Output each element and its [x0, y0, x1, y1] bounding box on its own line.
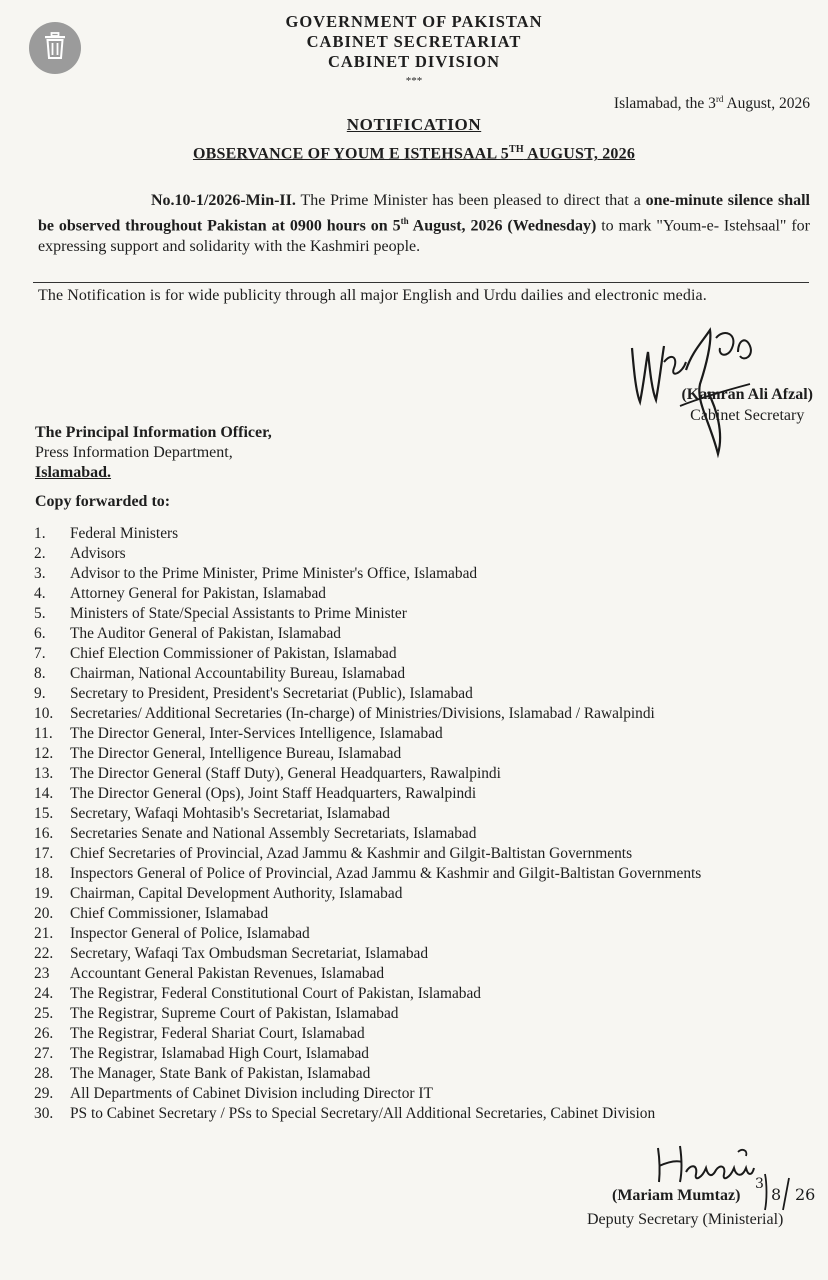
addressee-line-3: Islamabad. [35, 464, 112, 481]
list-item [34, 584, 824, 604]
list-item [34, 844, 824, 864]
notification-heading: NOTIFICATION [346, 115, 482, 134]
signatory-2-name: (Mariam Mumtaz) [612, 1187, 741, 1204]
list-item-text: Secretary, Wafaqi Tax Ombudsman Secretariat, Islamabad [70, 945, 429, 962]
signatory-1-name: (Kamran Ali Afzal) [681, 386, 813, 403]
list-item-text: Chief Commissioner, Islamabad [70, 905, 269, 922]
handwritten-date-year: 26 [795, 1185, 816, 1204]
list-item-number: 20. [34, 905, 54, 922]
notification-body [38, 190, 810, 257]
list-item-number: 15. [34, 805, 54, 822]
list-item [34, 804, 824, 824]
signatory-1 [681, 384, 813, 426]
list-item-text: Ministers of State/Special Assistants to Prime Minister [70, 605, 407, 622]
reference-number: No.10-1/2026-Min-II. [151, 192, 296, 209]
list-item [34, 964, 824, 984]
list-item-text: Federal Ministers [70, 525, 179, 542]
subject-after: AUGUST, 2026 [523, 145, 636, 163]
list-item-number: 1. [34, 525, 46, 542]
list-item [34, 904, 824, 924]
list-item-text: The Director General, Inter-Services Intelligence, Islamabad [70, 725, 443, 742]
date-ordinal: rd [715, 94, 724, 104]
list-item-text: Secretaries/ Additional Secretaries (In-charge) of Ministries/Divisions, Islamabad / Rawalpindi [70, 705, 655, 722]
list-item-text: Attorney General for Pakistan, Islamabad [70, 585, 326, 602]
list-item-text: All Departments of Cabinet Division including Director IT [70, 1085, 433, 1102]
list-item-number: 29. [34, 1085, 54, 1102]
list-item-text: Secretary to President, President's Secretariat (Public), Islamabad [70, 685, 473, 702]
addressee-line-2: Press Information Department, [35, 444, 233, 461]
list-item-number: 26. [34, 1025, 54, 1042]
signatory-1-title: Cabinet Secretary [690, 407, 805, 424]
list-item-text: Accountant General Pakistan Revenues, Islamabad [70, 965, 385, 982]
body-text-1: The Prime Minister has been pleased to direct that a [295, 192, 646, 209]
list-item-text: The Director General, Intelligence Bureau, Islamabad [70, 745, 402, 762]
list-item [34, 684, 824, 704]
subject-ordinal: TH [508, 144, 524, 155]
list-item-number: 12. [34, 745, 54, 762]
list-item-number: 8. [34, 665, 46, 682]
signatory-2-title: Deputy Secretary (Ministerial) [587, 1211, 784, 1228]
list-item-text: Chief Election Commissioner of Pakistan, Islamabad [70, 645, 397, 662]
list-item-text: Chief Secretaries of Provincial, Azad Jammu & Kashmir and Gilgit-Baltistan Governments [70, 845, 633, 862]
list-item [34, 924, 824, 944]
list-item-number: 19. [34, 885, 54, 902]
list-item-number: 13. [34, 765, 54, 782]
body-bold-2: August, 2026 (Wednesday) [408, 217, 597, 235]
handwritten-date-day: 3 [755, 1176, 764, 1192]
list-item-text: Chairman, Capital Development Authority, Islamabad [70, 885, 403, 902]
addressee-block [35, 423, 272, 483]
list-item [34, 864, 824, 884]
list-item-number: 30. [34, 1105, 54, 1122]
list-item-number: 16. [34, 825, 54, 842]
list-item-text: Inspector General of Police, Islamabad [70, 925, 310, 942]
letterhead-line-1: GOVERNMENT OF PAKISTAN [285, 12, 543, 31]
list-item [34, 1004, 824, 1024]
list-item-number: 9. [34, 685, 46, 702]
date-suffix: August, 2026 [723, 95, 810, 113]
list-item-number: 10. [34, 705, 54, 722]
list-item [34, 1104, 824, 1124]
list-item-text: Secretary, Wafaqi Mohtasib's Secretariat, Islamabad [70, 805, 390, 822]
list-item-text: Advisors [70, 545, 126, 562]
list-item-number: 28. [34, 1065, 54, 1082]
body-bold-1: one-minute silence shall be observed throughout Pakistan at 0900 hours on 5 [38, 192, 810, 235]
list-item-text: The Registrar, Islamabad High Court, Islamabad [70, 1045, 369, 1062]
letterhead-line-3: CABINET DIVISION [327, 52, 501, 71]
list-item-number: 21. [34, 925, 54, 942]
list-item [34, 1084, 824, 1104]
list-item-text: Advisor to the Prime Minister, Prime Minister's Office, Islamabad [70, 565, 478, 582]
list-item-text: Secretaries Senate and National Assembly Secretariats, Islamabad [70, 825, 477, 842]
list-item [34, 704, 824, 724]
list-item [34, 1064, 824, 1084]
list-item-number: 6. [34, 625, 46, 642]
list-item-number: 3. [34, 565, 46, 582]
list-item-number: 17. [34, 845, 54, 862]
list-item-text: PS to Cabinet Secretary / PSs to Special Secretary/All Additional Secretaries, Cabinet Division [70, 1105, 656, 1122]
list-item [34, 764, 824, 784]
list-item-number: 7. [34, 645, 46, 662]
body-text-2: to mark "Youm-e- Istehsaal" for expressing support and solidarity with the Kashmiri people. [38, 217, 811, 256]
body-ordinal: th [400, 216, 409, 226]
list-item [34, 624, 824, 644]
list-item [34, 944, 824, 964]
list-item [34, 784, 824, 804]
list-item-text: The Registrar, Supreme Court of Pakistan, Islamabad [70, 1005, 399, 1022]
list-item-number: 18. [34, 865, 54, 882]
date-prefix: Islamabad, the 3 [613, 95, 716, 113]
letterhead-stars: *** [405, 75, 423, 87]
list-item-text: The Auditor General of Pakistan, Islamabad [70, 625, 341, 642]
handwritten-date-month: 8 [771, 1185, 782, 1204]
list-item-text: The Registrar, Federal Constitutional Court of Pakistan, Islamabad [70, 985, 482, 1002]
list-item-text: The Registrar, Federal Shariat Court, Islamabad [70, 1025, 365, 1042]
list-item [34, 644, 824, 664]
list-item-number: 5. [34, 605, 46, 622]
list-item-number: 25. [34, 1005, 54, 1022]
subject-line [0, 144, 828, 163]
letterhead [0, 12, 828, 87]
list-item [34, 984, 824, 1004]
copy-forwarded-list [34, 524, 824, 1124]
list-item [34, 724, 824, 744]
list-item [34, 544, 824, 564]
copy-forwarded-heading: Copy forwarded to: [35, 493, 171, 510]
list-item [34, 664, 824, 684]
list-item-text: The Director General (Ops), Joint Staff Headquarters, Rawalpindi [70, 785, 477, 802]
list-item-text: Chairman, National Accountability Bureau, Islamabad [70, 665, 406, 682]
list-item-number: 23 [34, 965, 50, 982]
list-item [34, 744, 824, 764]
list-item-number: 24. [34, 985, 54, 1002]
list-item-number: 4. [34, 585, 46, 602]
publicity-note: The Notification is for wide publicity through all major English and Urdu dailies and electronic media. [38, 287, 707, 304]
handwritten-date [755, 1170, 828, 1215]
list-item-text: The Director General (Staff Duty), General Headquarters, Rawalpindi [70, 765, 501, 782]
list-item [34, 564, 824, 584]
list-item-number: 22. [34, 945, 54, 962]
list-item-number: 2. [34, 545, 46, 562]
list-item-text: The Manager, State Bank of Pakistan, Islamabad [70, 1065, 371, 1082]
list-item [34, 824, 824, 844]
list-item-number: 11. [34, 725, 53, 742]
list-item [34, 604, 824, 624]
addressee-line-1: The Principal Information Officer, [35, 424, 272, 441]
letterhead-line-2: CABINET SECRETARIAT [306, 32, 522, 51]
list-item-text: Inspectors General of Police of Provincial, Azad Jammu & Kashmir and Gilgit-Baltistan Governments [70, 865, 702, 882]
list-item-number: 27. [34, 1045, 54, 1062]
divider-line [33, 282, 809, 283]
list-item-number: 14. [34, 785, 54, 802]
subject-before: OBSERVANCE OF YOUM E ISTEHSAAL 5 [192, 145, 509, 163]
list-item [34, 524, 824, 544]
list-item [34, 1044, 824, 1064]
list-item [34, 884, 824, 904]
list-item [34, 1024, 824, 1044]
issue-date [614, 94, 810, 113]
